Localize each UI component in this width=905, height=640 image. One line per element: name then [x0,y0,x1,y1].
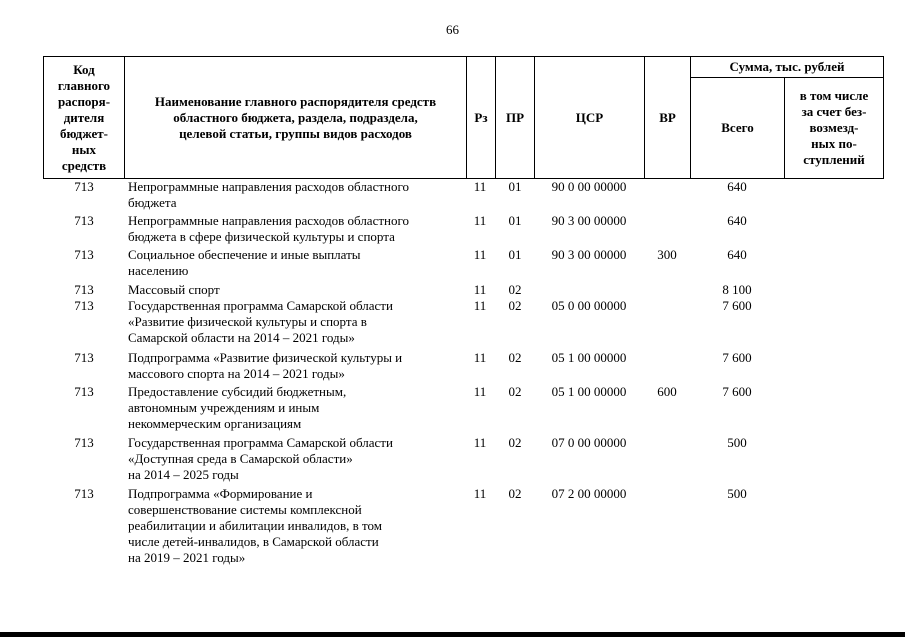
row-name: Непрограммные направления расходов областного бюджета [128,179,409,210]
row-name: Государственная программа Самарской области «Доступная среда в Самарской области» на 2014 – 2025 годы [128,435,393,482]
row-csr: 90 3 00 00000 [551,213,627,228]
row-total: 7 600 [722,298,752,313]
row-csr: 07 2 00 00000 [551,486,627,501]
header-name: Наименование главного распорядителя средств областного бюджета, раздела, подраздела, целевой статьи, группы видов расходов [154,93,437,141]
row-pr: 01 [508,179,522,194]
row-csr: 90 0 00 00000 [551,179,627,194]
row-rz: 11 [473,213,487,228]
row-csr: 05 1 00 00000 [551,350,627,365]
row-rz: 11 [473,435,487,450]
row-csr: 05 1 00 00000 [551,384,627,399]
row-vr: 300 [657,247,677,262]
row-code: 713 [74,486,94,501]
row-total: 640 [727,179,747,194]
row-total: 7 600 [722,384,752,399]
header-code-text: Код главного распоря- дителя бюджет- ных средств [57,61,111,173]
row-total: 500 [727,435,747,450]
row-csr: 05 0 00 00000 [551,298,627,313]
row-pr: 02 [508,486,522,501]
row-name: Государственная программа Самарской области «Развитие физической культуры и спорта в Самарской области на 2014 – 2021 годы» [128,298,393,345]
row-code: 713 [74,435,94,450]
row-total: 640 [727,213,747,228]
row-code: 713 [74,384,94,399]
row-pr: 01 [508,213,522,228]
row-name: Социальное обеспечение и иные выплаты населению [128,247,361,278]
row-pr: 02 [508,435,522,450]
row-code: 713 [74,213,94,228]
header-sum: Сумма, тыс. рублей [729,59,845,74]
row-rz: 11 [473,282,487,297]
row-rz: 11 [473,298,487,313]
row-name: Массовый спорт [128,282,220,297]
row-rz: 11 [473,350,487,365]
row-total: 640 [727,247,747,262]
row-csr: 90 3 00 00000 [551,247,627,262]
row-code: 713 [74,350,94,365]
row-name: Непрограммные направления расходов областного бюджета в сфере физической культуры и спорта [128,213,409,244]
row-vr: 600 [657,384,677,399]
row-name: Подпрограмма «Формирование и совершенствование системы комплексной реабилитации и абилитации инвалидов, в том числе детей-инвалидов, в Самарской области на 2019 – 2021 годы» [128,486,383,565]
header-csr: ЦСР [575,109,604,125]
row-code: 713 [74,298,94,313]
header-incl: в том числе за счет без- возмезд- ных по- ступлений [799,88,869,167]
row-rz: 11 [473,486,487,501]
row-pr: 02 [508,298,522,313]
row-rz: 11 [473,179,487,194]
page-number: 66 [446,22,459,37]
header-pr: ПР [505,109,525,125]
row-total: 7 600 [722,350,752,365]
row-name: Подпрограмма «Развитие физической культуры и массового спорта на 2014 – 2021 годы» [128,350,403,381]
header-total: Всего [721,120,754,135]
row-code: 713 [74,282,94,297]
row-pr: 01 [508,247,522,262]
scan-bottom-edge [0,632,905,637]
row-name: Предоставление субсидий бюджетным, автономным учреждениям и иным некоммерческим организациям [128,384,347,431]
row-total: 500 [727,486,747,501]
row-code: 713 [74,247,94,262]
row-pr: 02 [508,282,522,297]
row-total: 8 100 [722,282,752,297]
row-csr: 07 0 00 00000 [551,435,627,450]
row-code: 713 [74,179,94,194]
header-code [44,57,124,178]
header-vr: ВР [659,109,676,125]
row-rz: 11 [473,247,487,262]
row-pr: 02 [508,350,522,365]
row-rz: 11 [473,384,487,399]
row-pr: 02 [508,384,522,399]
header-rz: Рз [474,109,488,125]
